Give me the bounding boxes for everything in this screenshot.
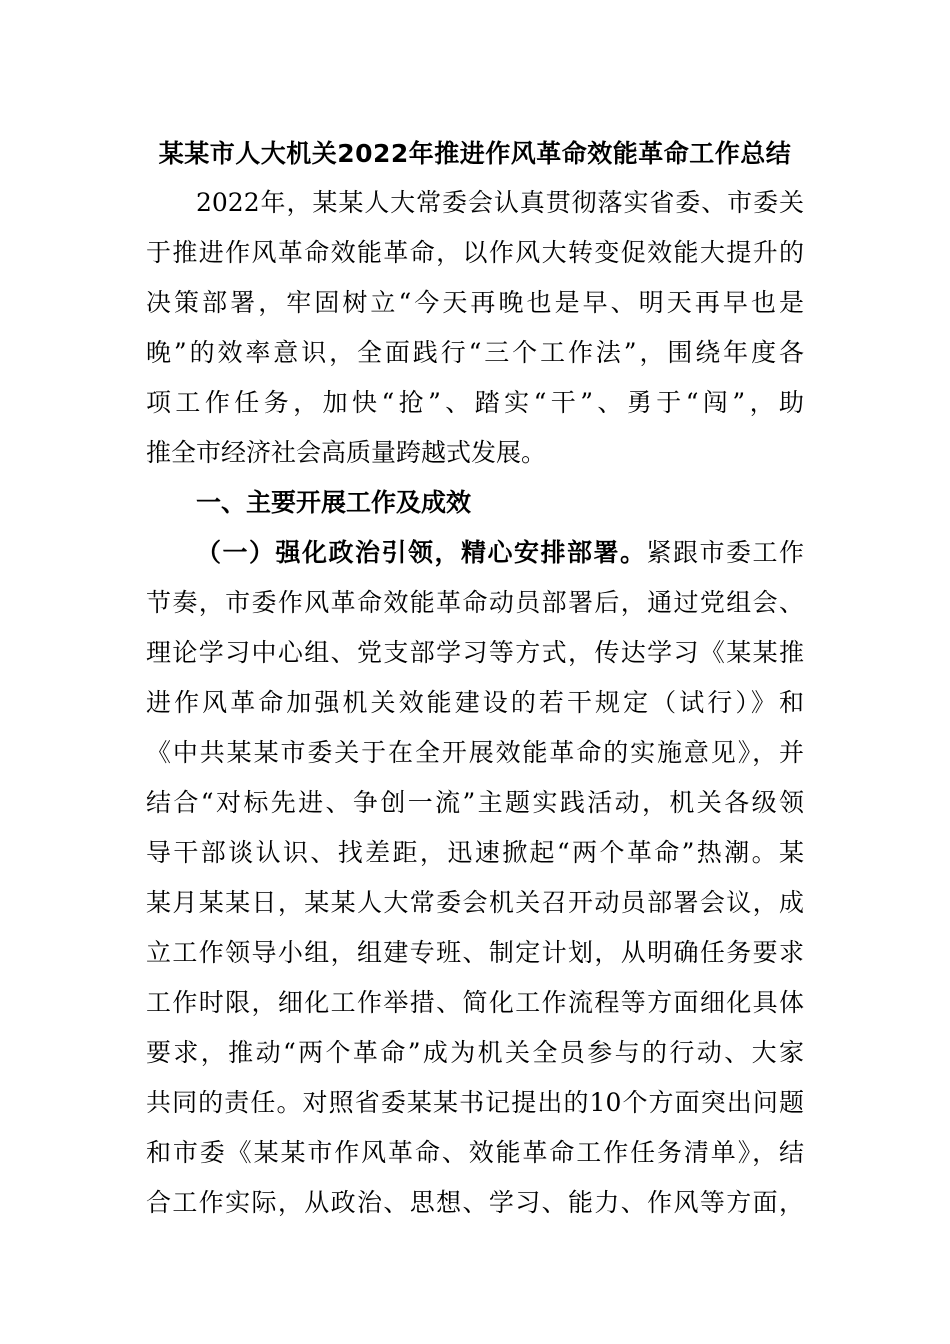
body-line-7: 某月某某日，某某人大常委会机关召开动员部署会议，成 <box>146 888 804 917</box>
body-line-8: 立工作领导小组，组建专班、制定计划，从明确任务要求 <box>146 938 804 967</box>
subsection-1-first-line <box>196 534 804 572</box>
subsection-1-first-line-text: 紧跟市委工作 <box>646 538 804 567</box>
intro-line-6: 推全市经济社会高质量跨越式发展。 <box>146 438 547 467</box>
intro-line-5: 项工作任务，加快“抢”、踏实“干”、勇于“闯”，助 <box>146 388 804 417</box>
body-line-4: 《中共某某市委关于在全开展效能革命的实施意见》，并 <box>146 738 804 767</box>
body-line-10: 要求，推动“两个革命”成为机关全员参与的行动、大家 <box>146 1038 804 1067</box>
body-line-6: 导干部谈认识、找差距，迅速掀起“两个革命”热潮。某 <box>146 838 804 867</box>
intro-line-4: 晚”的效率意识，全面践行“三个工作法”，围绕年度各 <box>146 338 804 367</box>
body-line-13: 合工作实际，从政治、思想、学习、能力、作风等方面， <box>146 1188 804 1217</box>
body-line-9: 工作时限，细化工作举措、简化工作流程等方面细化具体 <box>146 988 804 1017</box>
body-line-2: 理论学习中心组、党支部学习等方式，传达学习《某某推 <box>146 638 804 667</box>
intro-line-1: 2022年，某某人大常委会认真贯彻落实省委、市委关 <box>196 188 804 217</box>
document-title: 某某市人大机关2022年推进作风革命效能革命工作总结 <box>158 139 792 168</box>
body-line-12: 和市委《某某市作风革命、效能革命工作任务清单》，结 <box>146 1138 804 1167</box>
body-line-3: 进作风革命加强机关效能建设的若干规定（试行）》和 <box>146 688 804 717</box>
subsection-1-heading: （一）强化政治引领，精心安排部署。 <box>196 538 647 567</box>
body-line-1: 节奏，市委作风革命效能革命动员部署后，通过党组会、 <box>146 588 804 617</box>
body-line-5: 结合“对标先进、争创一流”主题实践活动，机关各级领 <box>146 788 804 817</box>
intro-line-3: 决策部署，牢固树立“今天再晚也是早、明天再早也是 <box>146 288 804 317</box>
section-heading-1: 一、主要开展工作及成效 <box>196 488 472 517</box>
body-line-11: 共同的责任。对照省委某某书记提出的10个方面突出问题 <box>146 1088 804 1117</box>
intro-line-2: 于推进作风革命效能革命，以作风大转变促效能大提升的 <box>146 238 804 267</box>
